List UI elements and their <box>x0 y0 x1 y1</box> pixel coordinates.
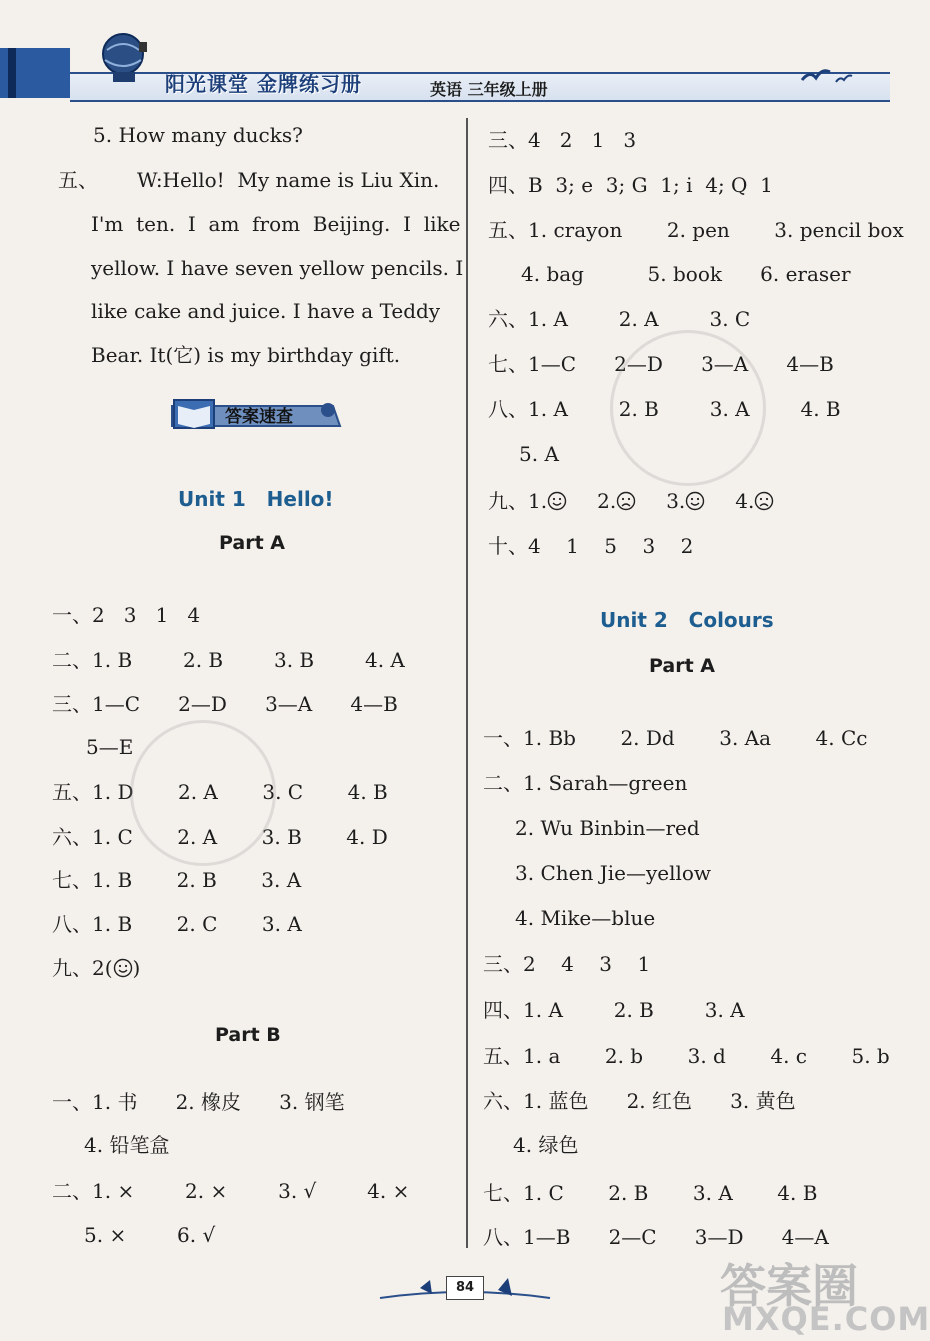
watermark-url: MXQE.COM <box>722 1300 930 1338</box>
answer-nine-text: 九、2( <box>52 956 113 980</box>
answer-nine-item: 2. <box>597 489 617 513</box>
sad-face-icon <box>616 491 636 511</box>
answer-line: 三、2 4 3 1 <box>483 952 651 976</box>
header-subject: 英语 三年级上册 <box>430 80 548 99</box>
page-number: 84 <box>446 1276 484 1300</box>
unit2-partA-title: Part A <box>649 655 716 677</box>
answer-line: 六、1. A 2. A 3. C <box>488 307 751 331</box>
answer-line: 二、1. Sarah—green <box>483 771 688 795</box>
header-left-stripe <box>8 48 16 98</box>
smiley-face-icon <box>685 491 705 511</box>
answer-line: 七、1—C 2—D 3—A 4—B <box>488 352 834 376</box>
answer-line: 4. 铅笔盒 <box>84 1133 170 1157</box>
passage-line-4: like cake and juice. I have a Teddy <box>91 299 441 323</box>
answer-nine-item: 3. <box>666 489 686 513</box>
answer-line: 一、1. Bb 2. Dd 3. Aa 4. Cc <box>483 726 868 750</box>
answer-line: 四、B 3; e 3; G 1; i 4; Q 1 <box>488 173 773 197</box>
answer-line: 八、1. A 2. B 3. A 4. B <box>488 397 841 421</box>
answer-line: 八、1—B 2—C 3—D 4—A <box>483 1225 829 1249</box>
answer-line: 5—E <box>86 735 134 759</box>
answer-line: 三、1—C 2—D 3—A 4—B <box>52 692 398 716</box>
answer-nine-item: 4. <box>735 489 755 513</box>
passage-line-5: Bear. It(它) is my birthday gift. <box>91 343 401 367</box>
answer-line: 4. Mike—blue <box>515 906 656 930</box>
passage-line-1: W:Hello! My name is Liu Xin. <box>137 168 440 192</box>
answer-line: 六、1. 蓝色 2. 红色 3. 黄色 <box>483 1089 796 1113</box>
answer-line: 一、2 3 1 4 <box>52 603 201 627</box>
answer-line: 六、1. C 2. A 3. B 4. D <box>52 825 388 849</box>
globe-icon <box>95 28 155 88</box>
passage-line-3: yellow. I have seven yellow pencils. I <box>91 256 464 280</box>
answer-line: 4. bag 5. book 6. eraser <box>521 262 851 286</box>
faint-stamp <box>610 330 766 486</box>
birds-icon <box>800 62 860 92</box>
unit1-partA-title: Part A <box>219 532 286 554</box>
unit1-partB-title: Part B <box>215 1024 281 1046</box>
smiley-face-icon <box>547 491 567 511</box>
watermark-logo: 答案圈 <box>720 1259 858 1313</box>
answer-line: 4. 绿色 <box>513 1133 579 1157</box>
question-5: 5. How many ducks? <box>93 123 303 147</box>
sad-face-icon <box>754 491 774 511</box>
answer-line: 五、1. crayon 2. pen 3. pencil box <box>488 218 904 242</box>
answer-line: 一、1. 书 2. 橡皮 3. 钢笔 <box>52 1090 345 1114</box>
answer-line: 八、1. B 2. C 3. A <box>52 912 302 936</box>
answer-line: 七、1. C 2. B 3. A 4. B <box>483 1181 818 1205</box>
column-divider <box>466 118 468 1248</box>
answer-line: 二、1. × 2. × 3. √ 4. × <box>52 1179 410 1203</box>
banner-label: 答案速查 <box>225 407 293 427</box>
faint-stamp <box>130 720 276 866</box>
answer-line: 四、1. A 2. B 3. A <box>483 998 745 1022</box>
passage-line-2: I'm ten. I am from Beijing. I like <box>91 212 461 236</box>
answer-line: 二、1. B 2. B 3. B 4. A <box>52 648 405 672</box>
page-header <box>0 0 900 112</box>
unit1-title: Unit 1 Hello! <box>178 487 334 511</box>
answer-line: 三、4 2 1 3 <box>488 128 637 152</box>
answer-line: 十、4 1 5 3 2 <box>488 534 694 558</box>
answer-line-nine <box>52 956 140 980</box>
answer-line: 3. Chen Jie—yellow <box>515 861 712 885</box>
answer-line: 五、1. D 2. A 3. C 4. B <box>52 780 388 804</box>
answer-line: 七、1. B 2. B 3. A <box>52 868 302 892</box>
header-title: 阳光课堂 金牌练习册 <box>165 72 362 96</box>
answer-line: 五、1. a 2. b 3. d 4. c 5. b <box>483 1044 890 1068</box>
smiley-face-icon <box>113 958 133 978</box>
answer-nine-label: 九、1. <box>488 489 548 513</box>
answer-line: 2. Wu Binbin—red <box>515 816 700 840</box>
close-paren: ) <box>132 956 141 980</box>
unit2-title: Unit 2 Colours <box>600 608 774 632</box>
answer-line: 5. A <box>519 442 559 466</box>
answer-line: 5. × 6. √ <box>84 1223 216 1247</box>
section-wu-label: 五、 <box>58 168 98 192</box>
answer-line-nine-right <box>488 489 774 513</box>
